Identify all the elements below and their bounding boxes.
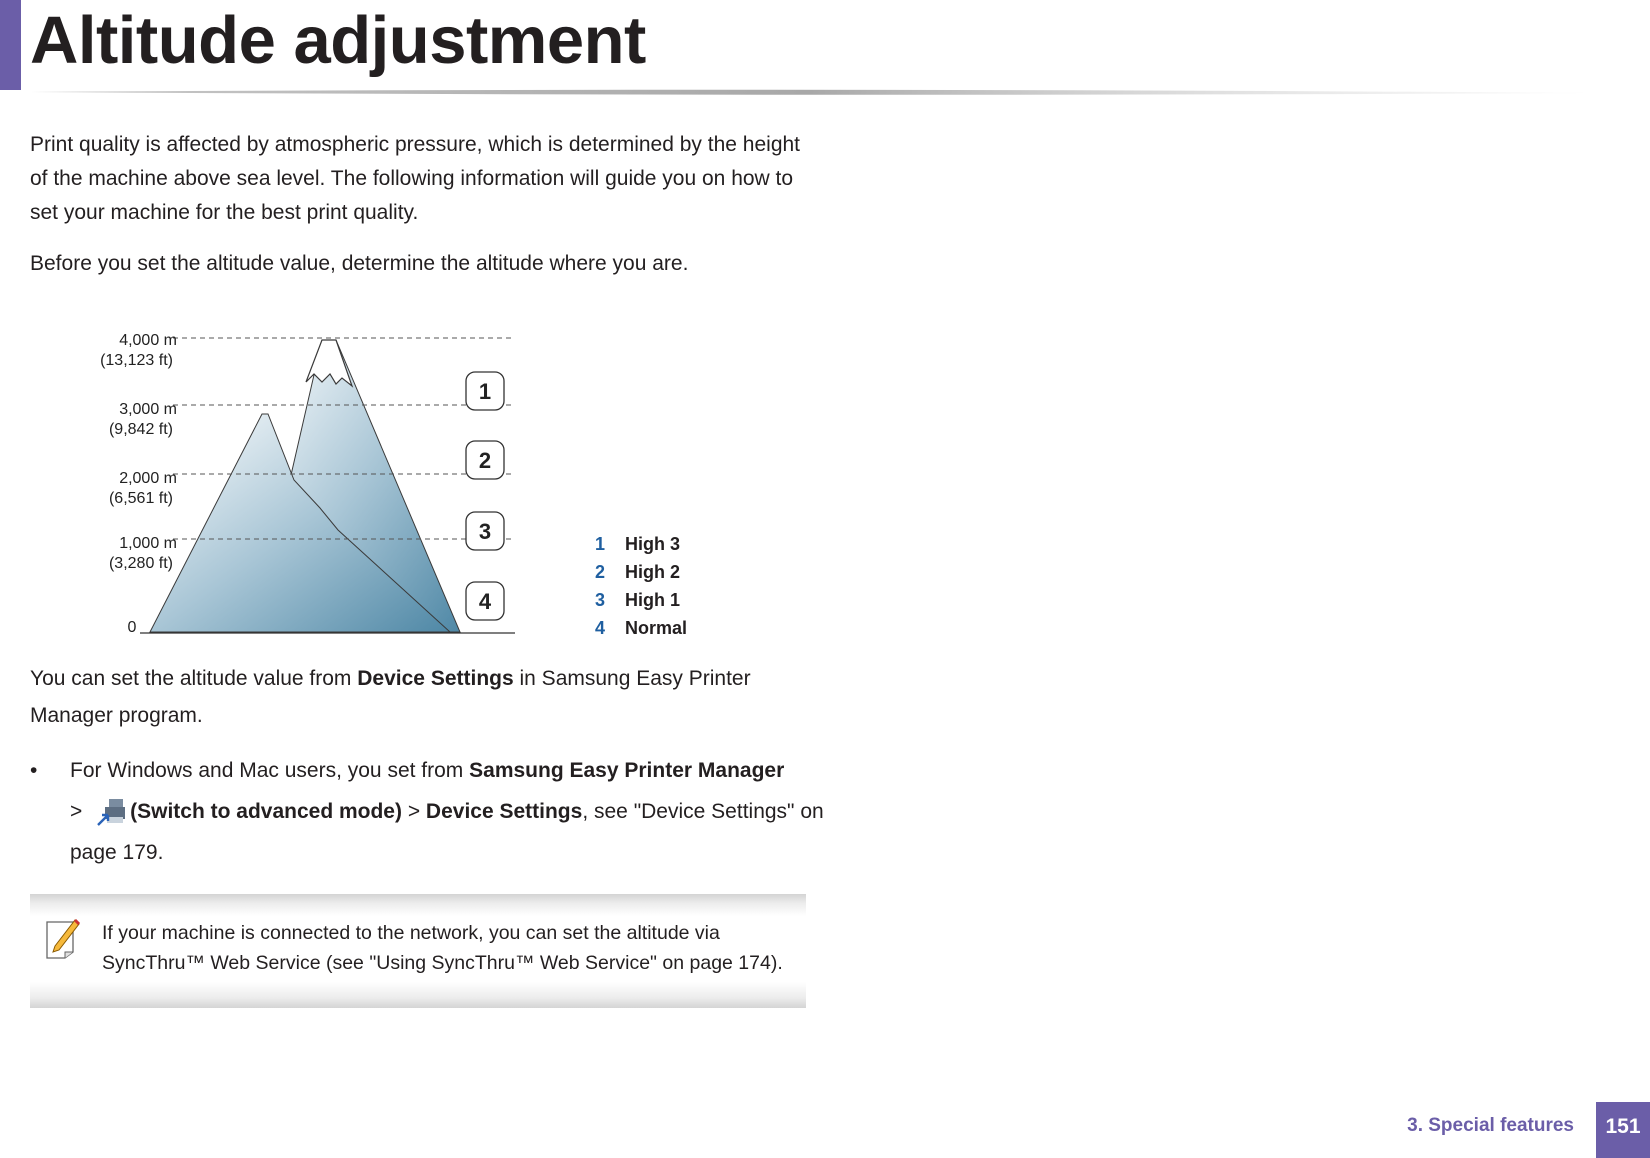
level-label-m: 4,000 m (119, 332, 177, 349)
note-pencil-icon (45, 916, 81, 960)
page-title: Altitude adjustment (30, 3, 646, 78)
title-underline (30, 88, 1590, 97)
level-label-ft: (9,842 ft) (108, 421, 173, 438)
legend-item: 2 High 2 (595, 562, 681, 582)
note-box (30, 894, 806, 1008)
legend-item: 3 High 1 (595, 590, 681, 610)
intro-paragraph: Print quality is affected by atmospheric pressure, which is determined by the height of the machine above sea level. The following information will guide you on how to set your machine for the best print quality. (30, 133, 801, 224)
bullet-text: For Windows and Mac users, you set from Samsung Easy Printer Manager > (Switch to advanced mode) > Device Settings, see "Device Settings" on page 179. (70, 759, 824, 864)
altitude-diagram (90, 330, 530, 640)
footer-chapter: 3. Special features (1407, 1115, 1574, 1136)
level-label-m: 3,000 m (119, 401, 177, 418)
level-label-zero: 0 (127, 619, 137, 636)
level-label-m: 1,000 m (119, 535, 177, 552)
level-marker: 4 (478, 589, 492, 614)
legend-item: 1 High 3 (595, 534, 681, 554)
set-altitude-paragraph: You can set the altitude value from Device Settings in Samsung Easy Printer Manager program. (30, 667, 751, 727)
bullet-marker: • (30, 759, 38, 782)
note-text: If your machine is connected to the network, you can set the altitude via SyncThru™ Web Service (see "Using SyncThru™ Web Service" on page 174). (102, 922, 783, 974)
level-label-ft: (3,280 ft) (108, 555, 173, 572)
level-marker: 1 (478, 379, 492, 404)
level-label-m: 2,000 m (119, 470, 177, 487)
legend-item: 4 Normal (595, 618, 688, 638)
level-marker: 2 (478, 448, 492, 473)
before-paragraph: Before you set the altitude value, determine the altitude where you are. (30, 252, 689, 275)
switch-mode-icon (94, 795, 128, 829)
page-number: 151 (1596, 1102, 1650, 1158)
level-label-ft: (6,561 ft) (108, 490, 173, 507)
level-label-ft: (13,123 ft) (100, 352, 173, 369)
level-marker: 3 (478, 519, 492, 544)
altitude-legend (595, 530, 687, 642)
title-accent-bar (0, 0, 21, 90)
